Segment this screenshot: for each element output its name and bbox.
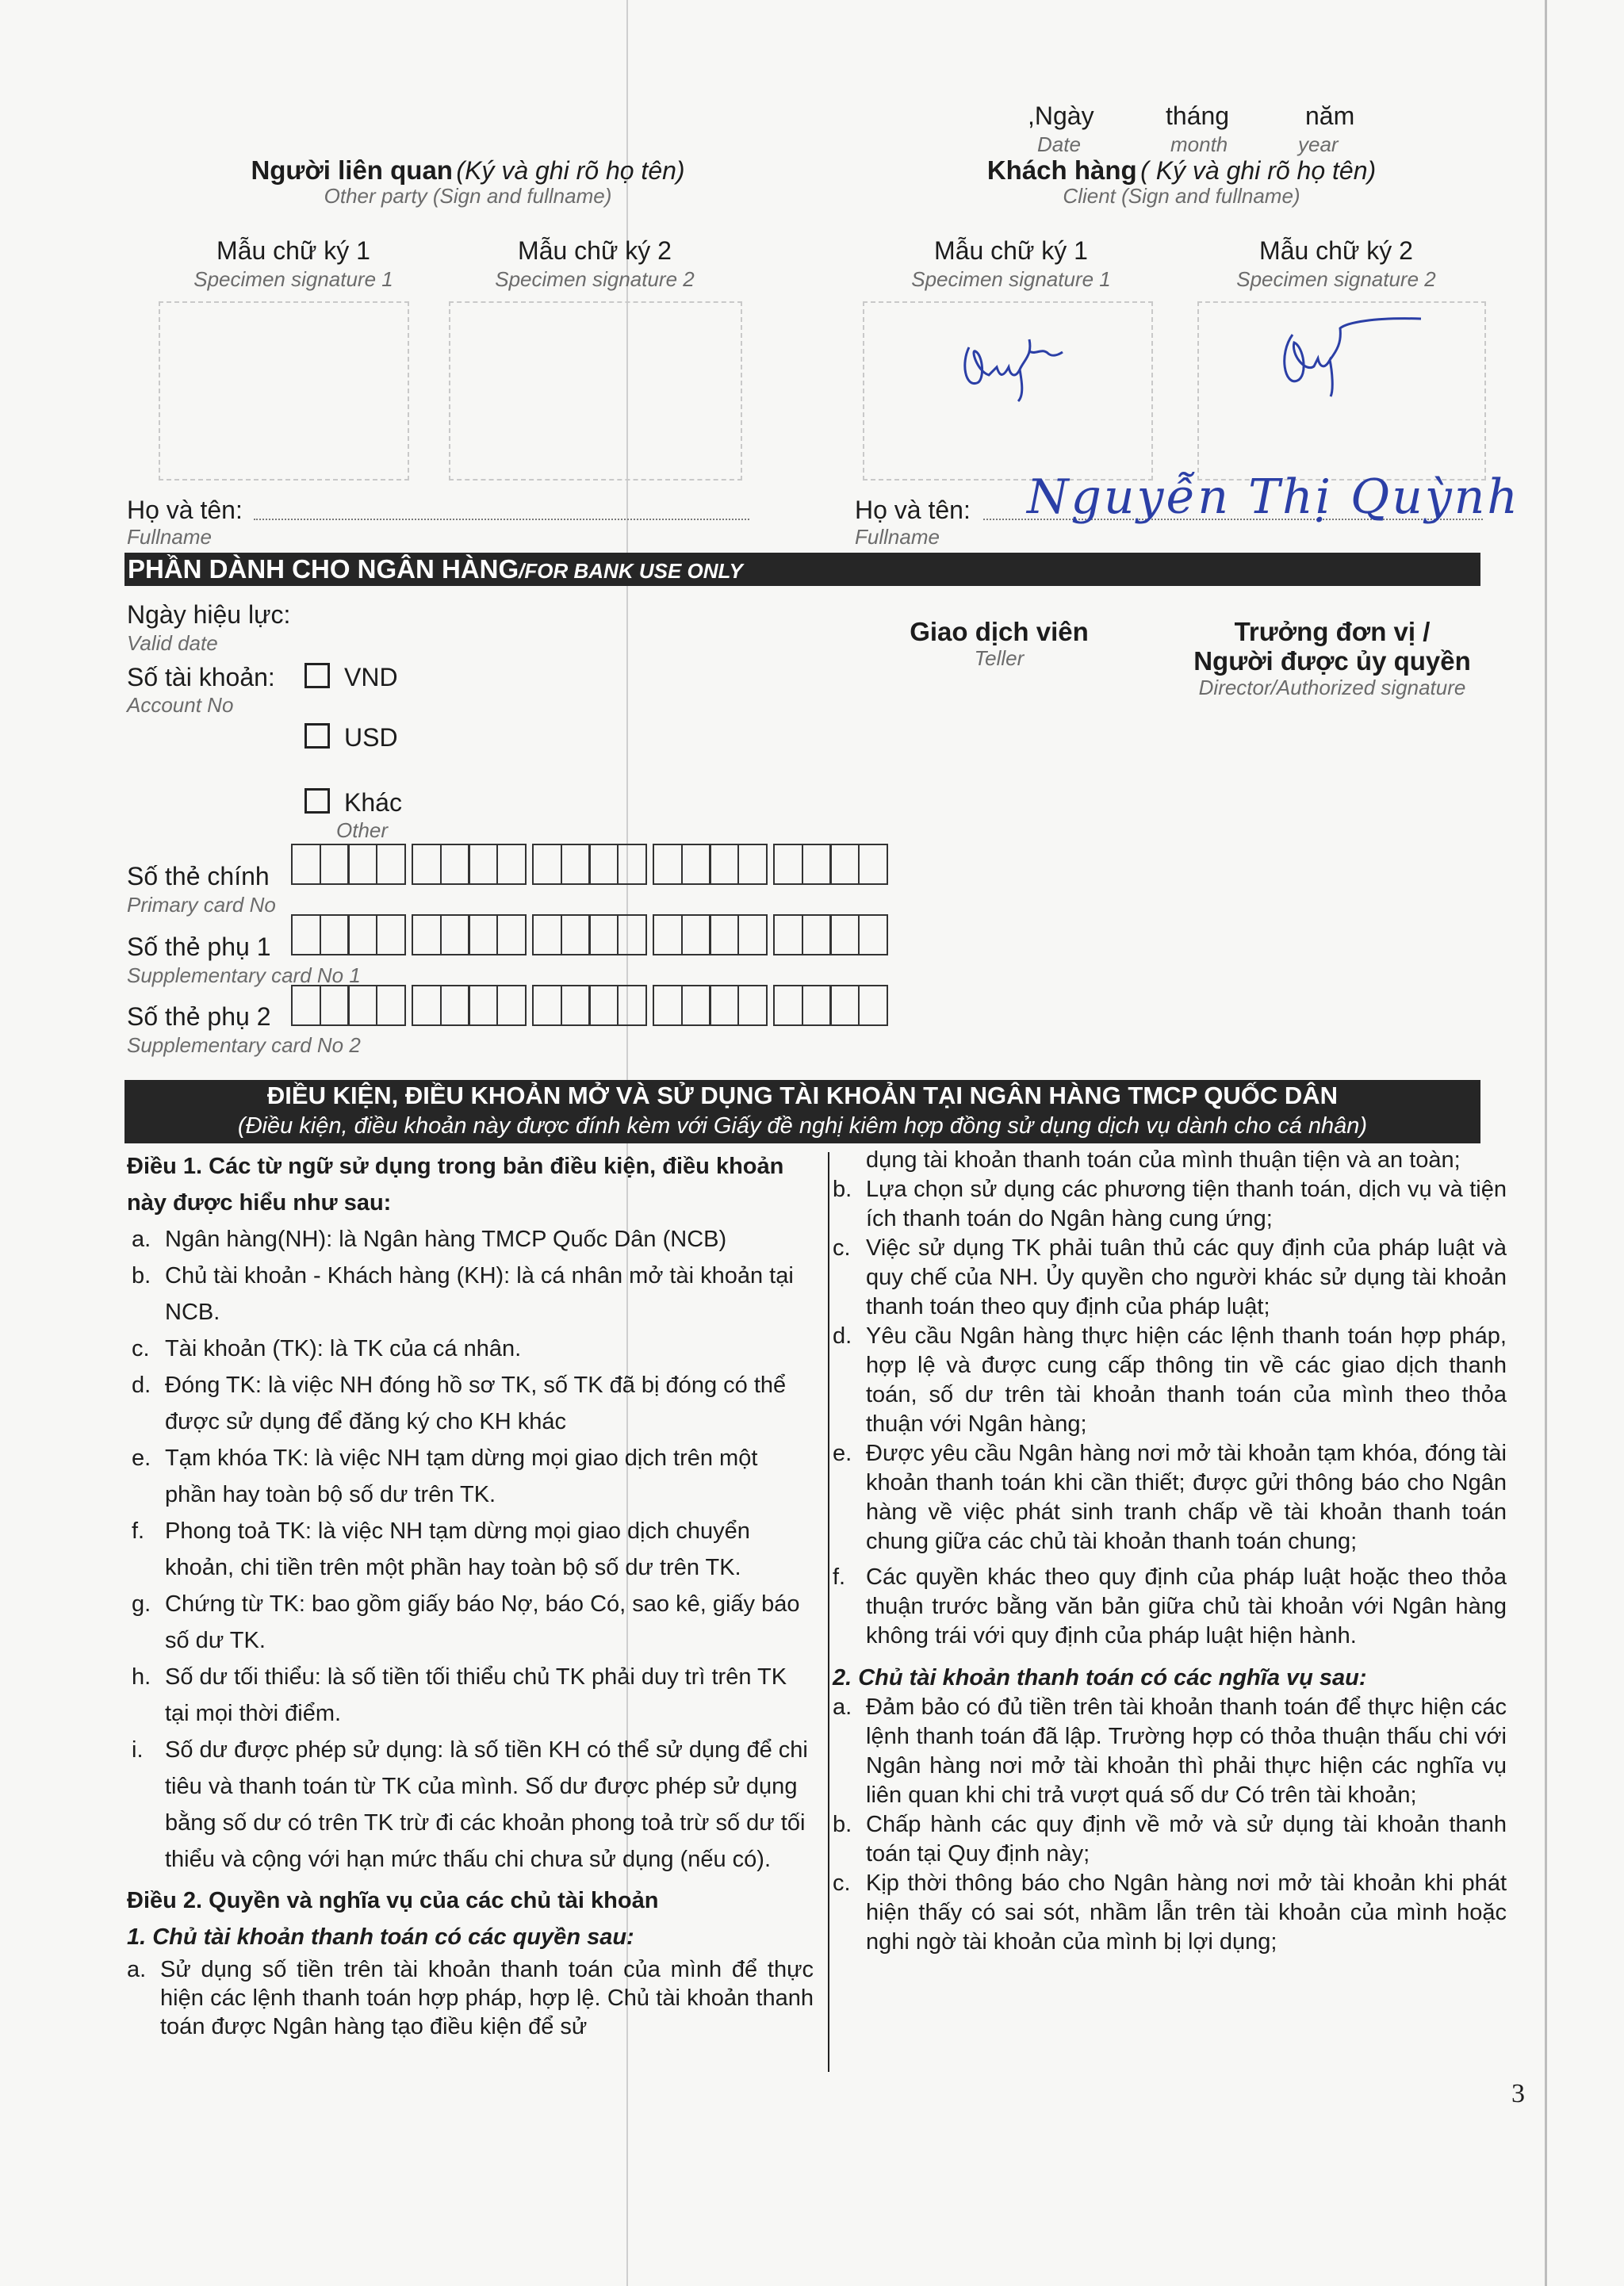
terms-right-column [833, 1146, 1507, 1957]
date-en: Date [1037, 132, 1081, 156]
card-digit-cell[interactable] [320, 914, 350, 955]
supp-card2-boxes[interactable] [291, 985, 886, 1026]
card-digit-cell[interactable] [561, 844, 591, 885]
card-digit-cell[interactable] [532, 844, 562, 885]
card-digit-group [412, 914, 524, 955]
art1-item: i. Số dư được phép sử dụng: là số tiền KH có thể sử dụng để chi tiêu và thanh toán từ TK của mình. Số dư được phép sử dụng bằng số dư có trên TK trừ đi các khoản phong toả trừ số dư tối thiểu và cộng với hạn mức thấu chi chưa sử dụng (nếu có). [132, 1737, 808, 1872]
right-item: b. Lựa chọn sử dụng các phương tiện thanh toán, dịch vụ và tiện ích thanh toán do Ngân hàng cung ứng; [833, 1177, 1507, 1231]
card-digit-cell[interactable] [802, 844, 832, 885]
other-label: Khác [344, 788, 402, 817]
article2-title: Điều 2. Quyền và nghĩa vụ của các chủ tài khoản [127, 1888, 659, 1913]
card-digit-cell[interactable] [653, 985, 683, 1026]
account-no-label: Số tài khoản: [127, 663, 275, 691]
card-digit-cell[interactable] [347, 844, 377, 885]
card-digit-cell[interactable] [532, 985, 562, 1026]
card-digit-cell[interactable] [802, 985, 832, 1026]
bank-use-title: PHẦN DÀNH CHO NGÂN HÀNG [128, 554, 519, 584]
card-digit-cell[interactable] [412, 985, 442, 1026]
column-divider [828, 1152, 829, 2072]
other-party-subtitle: Other party (Sign and fullname) [324, 184, 612, 208]
client-subtitle: Client (Sign and fullname) [1063, 184, 1300, 208]
vnd-checkbox[interactable] [304, 663, 330, 688]
card-digit-cell[interactable] [681, 844, 711, 885]
teller-label: Giao dịch viên [910, 617, 1089, 646]
currency-usd[interactable] [304, 723, 398, 752]
art1-item: d. Đóng TK: là việc NH đóng hồ sơ TK, số TK đã bị đóng có thể được sử dụng để đăng ký cho KH khác [132, 1373, 787, 1434]
card-digit-cell[interactable] [468, 844, 498, 885]
bank-use-title-en: /FOR BANK USE ONLY [519, 559, 743, 583]
teller-en: Teller [974, 646, 1025, 670]
card-digit-cell[interactable] [802, 914, 832, 955]
card-digit-cell[interactable] [858, 844, 888, 885]
art1-item: f. Phong toả TK: là việc NH tạm dừng mọi giao dịch chuyển khoản, chi tiền trên một phần hay toàn bộ số dư trên TK. [132, 1518, 750, 1580]
bank-use-band [124, 553, 1480, 586]
other-party-title: Người liên quan [251, 155, 453, 185]
card-digit-cell[interactable] [320, 844, 350, 885]
card-digit-cell[interactable] [653, 914, 683, 955]
art1-item: h. Số dư tối thiểu: là số tiền tối thiểu chủ TK phải duy trì trên TK tại mọi thời điểm. [132, 1664, 787, 1726]
client-title: Khách hàng [986, 155, 1137, 185]
right-item: d. Yêu cầu Ngân hàng thực hiện các lệnh thanh toán hợp pháp, hợp lệ và được cung cấp thông tin về các giao dịch thanh toán, số dư trên tài khoản thanh toán của mình theo thỏa thuận với Ngân hàng; [833, 1323, 1507, 1437]
client-signature-box-1[interactable] [863, 301, 1153, 481]
card-digit-cell[interactable] [440, 844, 470, 885]
card-digit-cell[interactable] [376, 985, 406, 1026]
card-digit-cell[interactable] [440, 914, 470, 955]
month-label: tháng [1166, 101, 1230, 130]
card-digit-cell[interactable] [496, 985, 527, 1026]
card-digit-cell[interactable] [496, 844, 527, 885]
right-item: c. Việc sử dụng TK phải tuân thủ các quy định của pháp luật và quy chế của NH. Ủy quyền cho người khác sử dụng tài khoản thanh toán theo quy định của pháp luật; [833, 1235, 1507, 1319]
page-number: 3 [1511, 2079, 1525, 2108]
client-title-note: ( Ký và ghi rõ họ tên) [1140, 156, 1377, 185]
client-signature-2-image [1270, 311, 1429, 398]
card-digit-cell[interactable] [412, 914, 442, 955]
terms-title: ĐIỀU KIỆN, ĐIỀU KHOẢN MỞ VÀ SỬ DỤNG TÀI KHOẢN TẠI NGÂN HÀNG TMCP QUỐC DÂN [266, 1082, 1339, 1109]
card-digit-cell[interactable] [468, 914, 498, 955]
article2-sub2: 2. Chủ tài khoản thanh toán có các nghĩa vụ sau: [833, 1665, 1367, 1691]
other-party-title-note: (Ký và ghi rõ họ tên) [456, 156, 685, 185]
right-item: dụng tài khoản thanh toán của mình thuận tiện và an toàn; [866, 1147, 1461, 1173]
other-specimen2-en: Specimen signature 2 [495, 267, 695, 291]
card-digit-cell[interactable] [376, 844, 406, 885]
account-no-en: Account No [127, 693, 234, 717]
paper-edge [1545, 0, 1547, 2286]
supp-card1-boxes[interactable] [291, 914, 886, 955]
card-digit-cell[interactable] [737, 985, 768, 1026]
art2-item-a: a. Sử dụng số tiền trên tài khoản thanh toán của mình để thực hiện các lệnh thanh toán hợp pháp, hợp lệ. Chủ tài khoản thanh toán được Ngân hàng tạo điều kiện để sử [127, 1957, 814, 2039]
primary-card-label: Số thẻ chính [127, 862, 270, 890]
primary-card-en: Primary card No [127, 893, 276, 917]
director-en: Director/Authorized signature [1198, 676, 1466, 699]
card-digit-group [773, 985, 886, 1026]
article1-title: Điều 1. Các từ ngữ sử dụng trong bản điều kiện, điều khoản này được hiểu như sau: [127, 1154, 784, 1216]
other-fullname-en: Fullname [127, 525, 212, 549]
terms-left-column [127, 1148, 814, 2041]
other-signature-box-2[interactable] [449, 301, 742, 481]
valid-date-en: Valid date [127, 631, 218, 655]
director-label-1: Trưởng đơn vị / [1234, 617, 1431, 646]
card-digit-group [291, 985, 404, 1026]
art1-item: a. Ngân hàng(NH): là Ngân hàng TMCP Quốc Dân (NCB) [132, 1227, 727, 1252]
card-digit-group [291, 914, 404, 955]
other-specimen1-en: Specimen signature 1 [193, 267, 393, 291]
supp-card1-en: Supplementary card No 1 [127, 963, 361, 987]
article2-sub1: 1. Chủ tài khoản thanh toán có các quyền sau: [127, 1924, 634, 1950]
year-en: year [1298, 132, 1339, 156]
card-digit-group [653, 914, 765, 955]
other-fullname-label: Họ và tên: [127, 496, 243, 524]
card-digit-cell[interactable] [858, 914, 888, 955]
other-checkbox[interactable] [304, 788, 330, 814]
month-en: month [1170, 132, 1228, 156]
other-party-header [111, 155, 825, 186]
client-specimen2-en: Specimen signature 2 [1236, 267, 1436, 291]
date-label: ,Ngày [1028, 101, 1094, 130]
card-digit-cell[interactable] [347, 914, 377, 955]
card-digit-cell[interactable] [737, 914, 768, 955]
card-digit-cell[interactable] [561, 914, 591, 955]
card-digit-cell[interactable] [320, 985, 350, 1026]
right-item: c. Kịp thời thông báo cho Ngân hàng nơi mở tài khoản khi phát hiện thấy có sai sót, nhầm lẫn trên tài khoản của mình hoặc nghi ngờ tài khoản của mình bị lợi dụng; [833, 1871, 1507, 1955]
card-digit-group [653, 844, 765, 885]
card-digit-group [532, 985, 645, 1026]
usd-checkbox[interactable] [304, 723, 330, 749]
card-digit-cell[interactable] [440, 985, 470, 1026]
card-digit-cell[interactable] [347, 985, 377, 1026]
supp-card2-label: Số thẻ phụ 2 [127, 1002, 271, 1031]
usd-label: USD [344, 723, 398, 752]
client-signature-box-2[interactable] [1197, 301, 1486, 481]
card-digit-cell[interactable] [532, 914, 562, 955]
card-digit-cell[interactable] [773, 914, 803, 955]
terms-band [124, 1080, 1480, 1143]
card-digit-cell[interactable] [376, 914, 406, 955]
card-digit-cell[interactable] [291, 914, 321, 955]
card-digit-cell[interactable] [709, 844, 739, 885]
card-digit-cell[interactable] [829, 844, 860, 885]
card-digit-cell[interactable] [291, 985, 321, 1026]
card-digit-group [773, 914, 886, 955]
right-item: f. Các quyền khác theo quy định của pháp luật hoặc theo thỏa thuận trước bằng văn bản giữa chủ tài khoản với Ngân hàng không trái với quy định của pháp luật hiện hành. [833, 1564, 1507, 1648]
other-signature-box-1[interactable] [159, 301, 409, 481]
card-digit-group [653, 985, 765, 1026]
other-fullname-line[interactable] [254, 519, 749, 520]
card-digit-cell[interactable] [617, 914, 647, 955]
terms-subtitle: (Điều kiện, điều khoản này được đính kèm với Giấy đề nghị kiêm hợp đồng sử dụng dịch vụ dành cho cá nhân) [237, 1113, 1368, 1139]
right-item: b. Chấp hành các quy định về mở và sử dụng tài khoản thanh toán tại Quy định này; [833, 1812, 1507, 1867]
client-specimen1-en: Specimen signature 1 [911, 267, 1111, 291]
card-digit-cell[interactable] [588, 985, 619, 1026]
client-fullname-label: Họ và tên: [855, 496, 971, 524]
card-digit-cell[interactable] [709, 914, 739, 955]
primary-card-boxes[interactable] [291, 844, 886, 885]
card-digit-cell[interactable] [588, 844, 619, 885]
card-digit-group [412, 985, 524, 1026]
right-item: a. Đảm bảo có đủ tiền trên tài khoản thanh toán để thực hiện các lệnh thanh toán đã lập. Trường hợp có thỏa thuận thấu chi với Ngân hàng nơi mở tài khoản thì phải thực hiện các nghĩa vụ liên quan khi chi trả vượt quá số dư Có trên tài khoản; [833, 1694, 1507, 1808]
card-digit-cell[interactable] [496, 914, 527, 955]
card-digit-group [532, 844, 645, 885]
card-digit-cell[interactable] [829, 914, 860, 955]
card-digit-cell[interactable] [561, 985, 591, 1026]
currency-vnd[interactable] [304, 663, 398, 692]
card-digit-cell[interactable] [588, 914, 619, 955]
card-digit-cell[interactable] [617, 844, 647, 885]
card-digit-cell[interactable] [291, 844, 321, 885]
card-digit-cell[interactable] [829, 985, 860, 1026]
client-signature-1-image [953, 324, 1064, 403]
card-digit-group [532, 914, 645, 955]
card-digit-cell[interactable] [617, 985, 647, 1026]
other-specimen1-label: Mẫu chữ ký 1 [216, 236, 370, 265]
year-label: năm [1305, 101, 1355, 130]
card-digit-cell[interactable] [709, 985, 739, 1026]
valid-date-label: Ngày hiệu lực: [127, 600, 291, 629]
art1-item: c. Tài khoản (TK): là TK của cá nhân. [132, 1336, 522, 1361]
other-specimen2-label: Mẫu chữ ký 2 [518, 236, 672, 265]
card-digit-cell[interactable] [681, 985, 711, 1026]
card-digit-group [773, 844, 886, 885]
card-digit-cell[interactable] [653, 844, 683, 885]
card-digit-group [412, 844, 524, 885]
card-digit-group [291, 844, 404, 885]
client-fullname-handwritten: Nguyễn Thị Quỳnh [1027, 469, 1521, 525]
art1-item: b. Chủ tài khoản - Khách hàng (KH): là cá nhân mở tài khoản tại NCB. [132, 1263, 794, 1325]
supp-card1-label: Số thẻ phụ 1 [127, 932, 271, 961]
supp-card2-en: Supplementary card No 2 [127, 1033, 361, 1057]
right-item: e. Được yêu cầu Ngân hàng nơi mở tài khoản tạm khóa, đóng tài khoản thanh toán khi cần thiết; được gửi thông báo cho Ngân hàng về việc phát sinh tranh chấp về tài khoản thanh toán chung giữa các chủ tài khoản thanh toán chung; [833, 1441, 1507, 1554]
art1-item: e. Tạm khóa TK: là việc NH tạm dừng mọi giao dịch trên một phần hay toàn bộ số dư trên TK. [132, 1446, 758, 1507]
card-digit-cell[interactable] [468, 985, 498, 1026]
vnd-label: VND [344, 663, 398, 691]
client-specimen1-label: Mẫu chữ ký 1 [934, 236, 1088, 265]
card-digit-cell[interactable] [412, 844, 442, 885]
client-specimen2-label: Mẫu chữ ký 2 [1259, 236, 1413, 265]
card-digit-cell[interactable] [773, 985, 803, 1026]
other-en: Other [336, 818, 389, 842]
card-digit-cell[interactable] [773, 844, 803, 885]
currency-other[interactable] [304, 788, 402, 818]
card-digit-cell[interactable] [737, 844, 768, 885]
card-digit-cell[interactable] [681, 914, 711, 955]
director-label-2: Người được ủy quyền [1193, 646, 1471, 676]
art1-item: g. Chứng từ TK: bao gồm giấy báo Nợ, báo Có, sao kê, giấy báo số dư TK. [132, 1591, 800, 1653]
card-digit-cell[interactable] [858, 985, 888, 1026]
client-header [825, 155, 1538, 186]
client-fullname-en: Fullname [855, 525, 940, 549]
